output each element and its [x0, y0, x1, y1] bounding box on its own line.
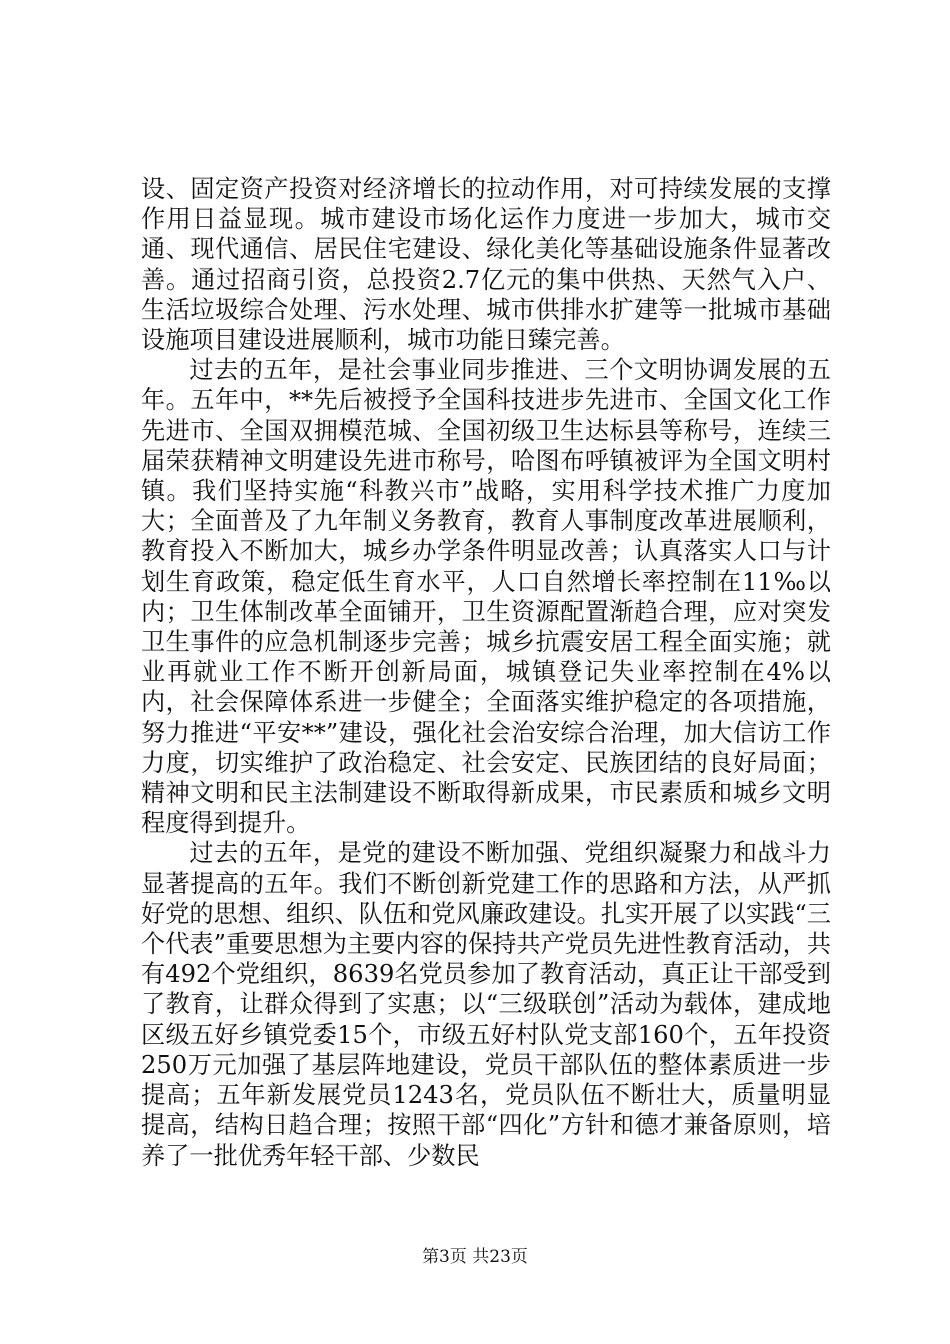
- body-text: [141, 174, 831, 1171]
- page-footer: 第3页 共23页: [422, 1247, 528, 1267]
- paragraph-1: 设、固定资产投资对经济增长的拉动作用，对可持续发展的支撑作用日益显现。城市建设市场化运作力度进一步加大，城市交通、现代通信、居民住宅建设、绿化美化等基础设施条件显著改善。通过招商引资，总投资2.7亿元的集中供热、天然气入户、生活垃圾综合处理、污水处理、城市供排水扩建等一批城市基础设施项目建设进展顺利，城市功能日臻完善。: [141, 175, 831, 355]
- paragraph-2: 过去的五年，是社会事业同步推进、三个文明协调发展的五年。五年中，**先后被授予全国科技进步先进市、全国文化工作先进市、全国双拥模范城、全国初级卫生达标县等称号，连续三届荣获精神文明建设先进市称号，哈图布呼镇被评为全国文明村镇。我们坚持实施“科教兴市”战略，实用科学技术推广力度加大；全面普及了九年制义务教育，教育人事制度改革进展顺利，教育投入不断加大，城乡办学条件明显改善；认真落实人口与计划生育政策，稳定低生育水平，人口自然增长率控制在11‰以内；卫生体制改革全面铺开，卫生资源配置渐趋合理，应对突发卫生事件的应急机制逐步完善；城乡抗震安居工程全面实施；就业再就业工作不断开创新局面，城镇登记失业率控制在4%以内，社会保障体系进一步健全；全面落实维护稳定的各项措施，努力推进“平安**”建设，强化社会治安综合治理，加大信访工作力度，切实维护了政治稳定、社会安定、民族团结的良好局面；精神文明和民主法制建设不断取得新成果，市民素质和城乡文明程度得到提升。: [141, 356, 831, 838]
- paragraph-3: 过去的五年，是党的建设不断加强、党组织凝聚力和战斗力显著提高的五年。我们不断创新党建工作的思路和方法，从严抓好党的思想、组织、队伍和党风廉政建设。扎实开展了以实践“三个代表”重要思想为主要内容的保持共产党员先进性教育活动，共有492个党组织，8639名党员参加了教育活动，真正让干部受到了教育，让群众得到了实惠；以“三级联创”活动为载体，建成地区级五好乡镇党委15个，市级五好村队党支部160个，五年投资250万元加强了基层阵地建设，党员干部队伍的整体素质进一步提高；五年新发展党员1243名，党员队伍不断壮大，质量明显提高，结构日趋合理；按照干部“四化”方针和德才兼备原则，培养了一批优秀年轻干部、少数民: [141, 839, 831, 1170]
